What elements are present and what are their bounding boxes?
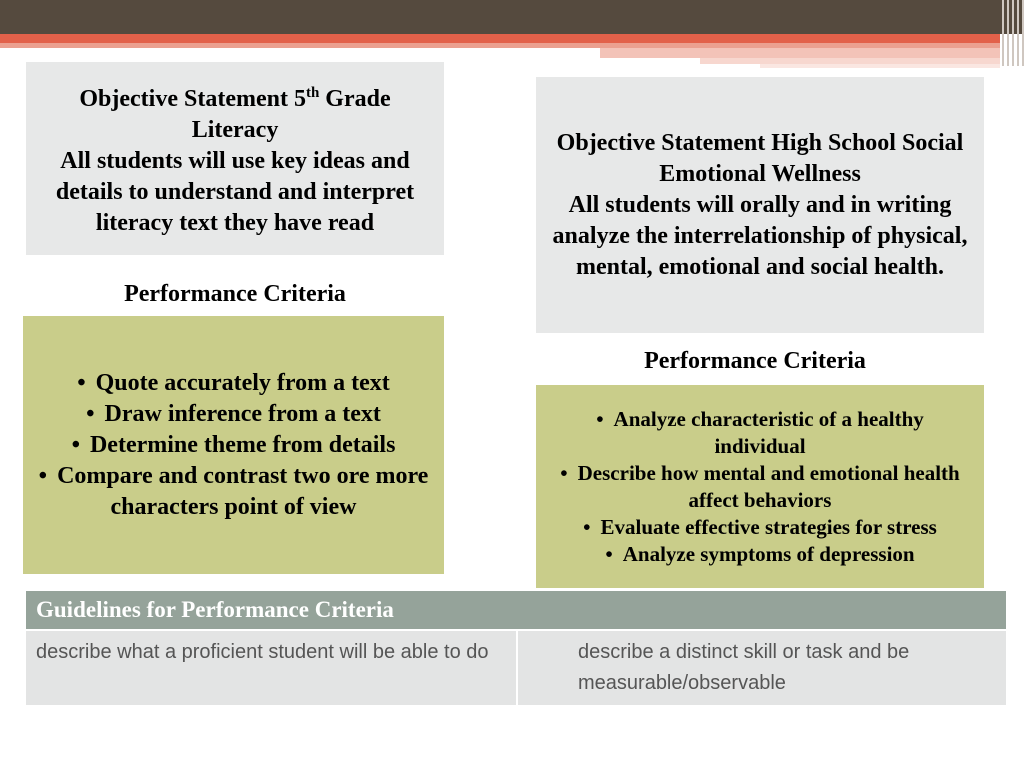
accent-stripe-fade-3	[760, 64, 1000, 68]
criteria-text: Quote accurately from a text	[95, 369, 390, 396]
objective-title-suffix: Grade Literacy	[191, 86, 391, 143]
guidelines-header: Guidelines for Performance Criteria	[26, 591, 1006, 630]
decorative-vertical-lines	[996, 0, 1024, 66]
top-banner	[0, 0, 1024, 34]
accent-stripe	[0, 34, 1000, 43]
bullet-icon: •	[560, 460, 568, 485]
bullet-icon: •	[71, 431, 80, 458]
list-item	[550, 541, 970, 568]
list-item	[550, 460, 970, 514]
objective-box-literacy	[26, 62, 444, 255]
table-row	[26, 630, 1006, 705]
objective-statement-literacy: All students will use key ideas and details to understand and interpret literacy text they have read	[55, 148, 415, 236]
bullet-icon: •	[596, 406, 604, 431]
criteria-box-literacy	[23, 316, 444, 574]
criteria-text: Analyze symptoms of depression	[622, 541, 915, 566]
table-cell: describe what a proficient student will be able to do	[26, 630, 517, 705]
list-item	[37, 461, 430, 523]
list-item	[37, 430, 430, 461]
objective-statement-wellness: All students will orally and in writing analyze the interrelationship of physical, mental, emotional and social health.	[552, 191, 968, 280]
bullet-icon: •	[77, 369, 86, 396]
list-item	[37, 399, 430, 430]
performance-criteria-heading-literacy: Performance Criteria	[124, 281, 346, 307]
list-item	[37, 368, 430, 399]
accent-stripe-fade	[600, 48, 1000, 58]
list-item	[550, 514, 970, 541]
criteria-text: Evaluate effective strategies for stress	[600, 514, 937, 539]
objective-title-superscript: th	[305, 85, 320, 101]
criteria-list-literacy	[37, 368, 430, 523]
table-header-row	[26, 591, 1006, 630]
performance-criteria-heading-wellness: Performance Criteria	[644, 348, 866, 374]
criteria-text: Compare and contrast two ore more characters point of view	[57, 462, 429, 520]
bullet-icon: •	[38, 462, 48, 489]
list-item	[550, 406, 970, 460]
criteria-box-wellness	[536, 385, 984, 588]
bullet-icon: •	[605, 541, 613, 566]
criteria-list-wellness	[550, 406, 970, 568]
objective-title-literacy	[36, 78, 434, 146]
objective-title-wellness: Objective Statement High School Social Emotional Wellness	[556, 129, 964, 187]
criteria-text: Describe how mental and emotional health affect behaviors	[577, 460, 960, 512]
criteria-text: Determine theme from details	[89, 431, 396, 458]
guidelines-table	[26, 591, 1006, 705]
objective-box-wellness	[536, 77, 984, 333]
bullet-icon: •	[583, 514, 591, 539]
criteria-text: Analyze characteristic of a healthy individual	[613, 406, 924, 458]
bullet-icon: •	[86, 400, 95, 427]
table-cell: describe a distinct skill or task and be measurable/observable	[517, 630, 1006, 705]
objective-title-prefix: Objective Statement 5	[79, 86, 306, 112]
criteria-text: Draw inference from a text	[104, 400, 381, 427]
